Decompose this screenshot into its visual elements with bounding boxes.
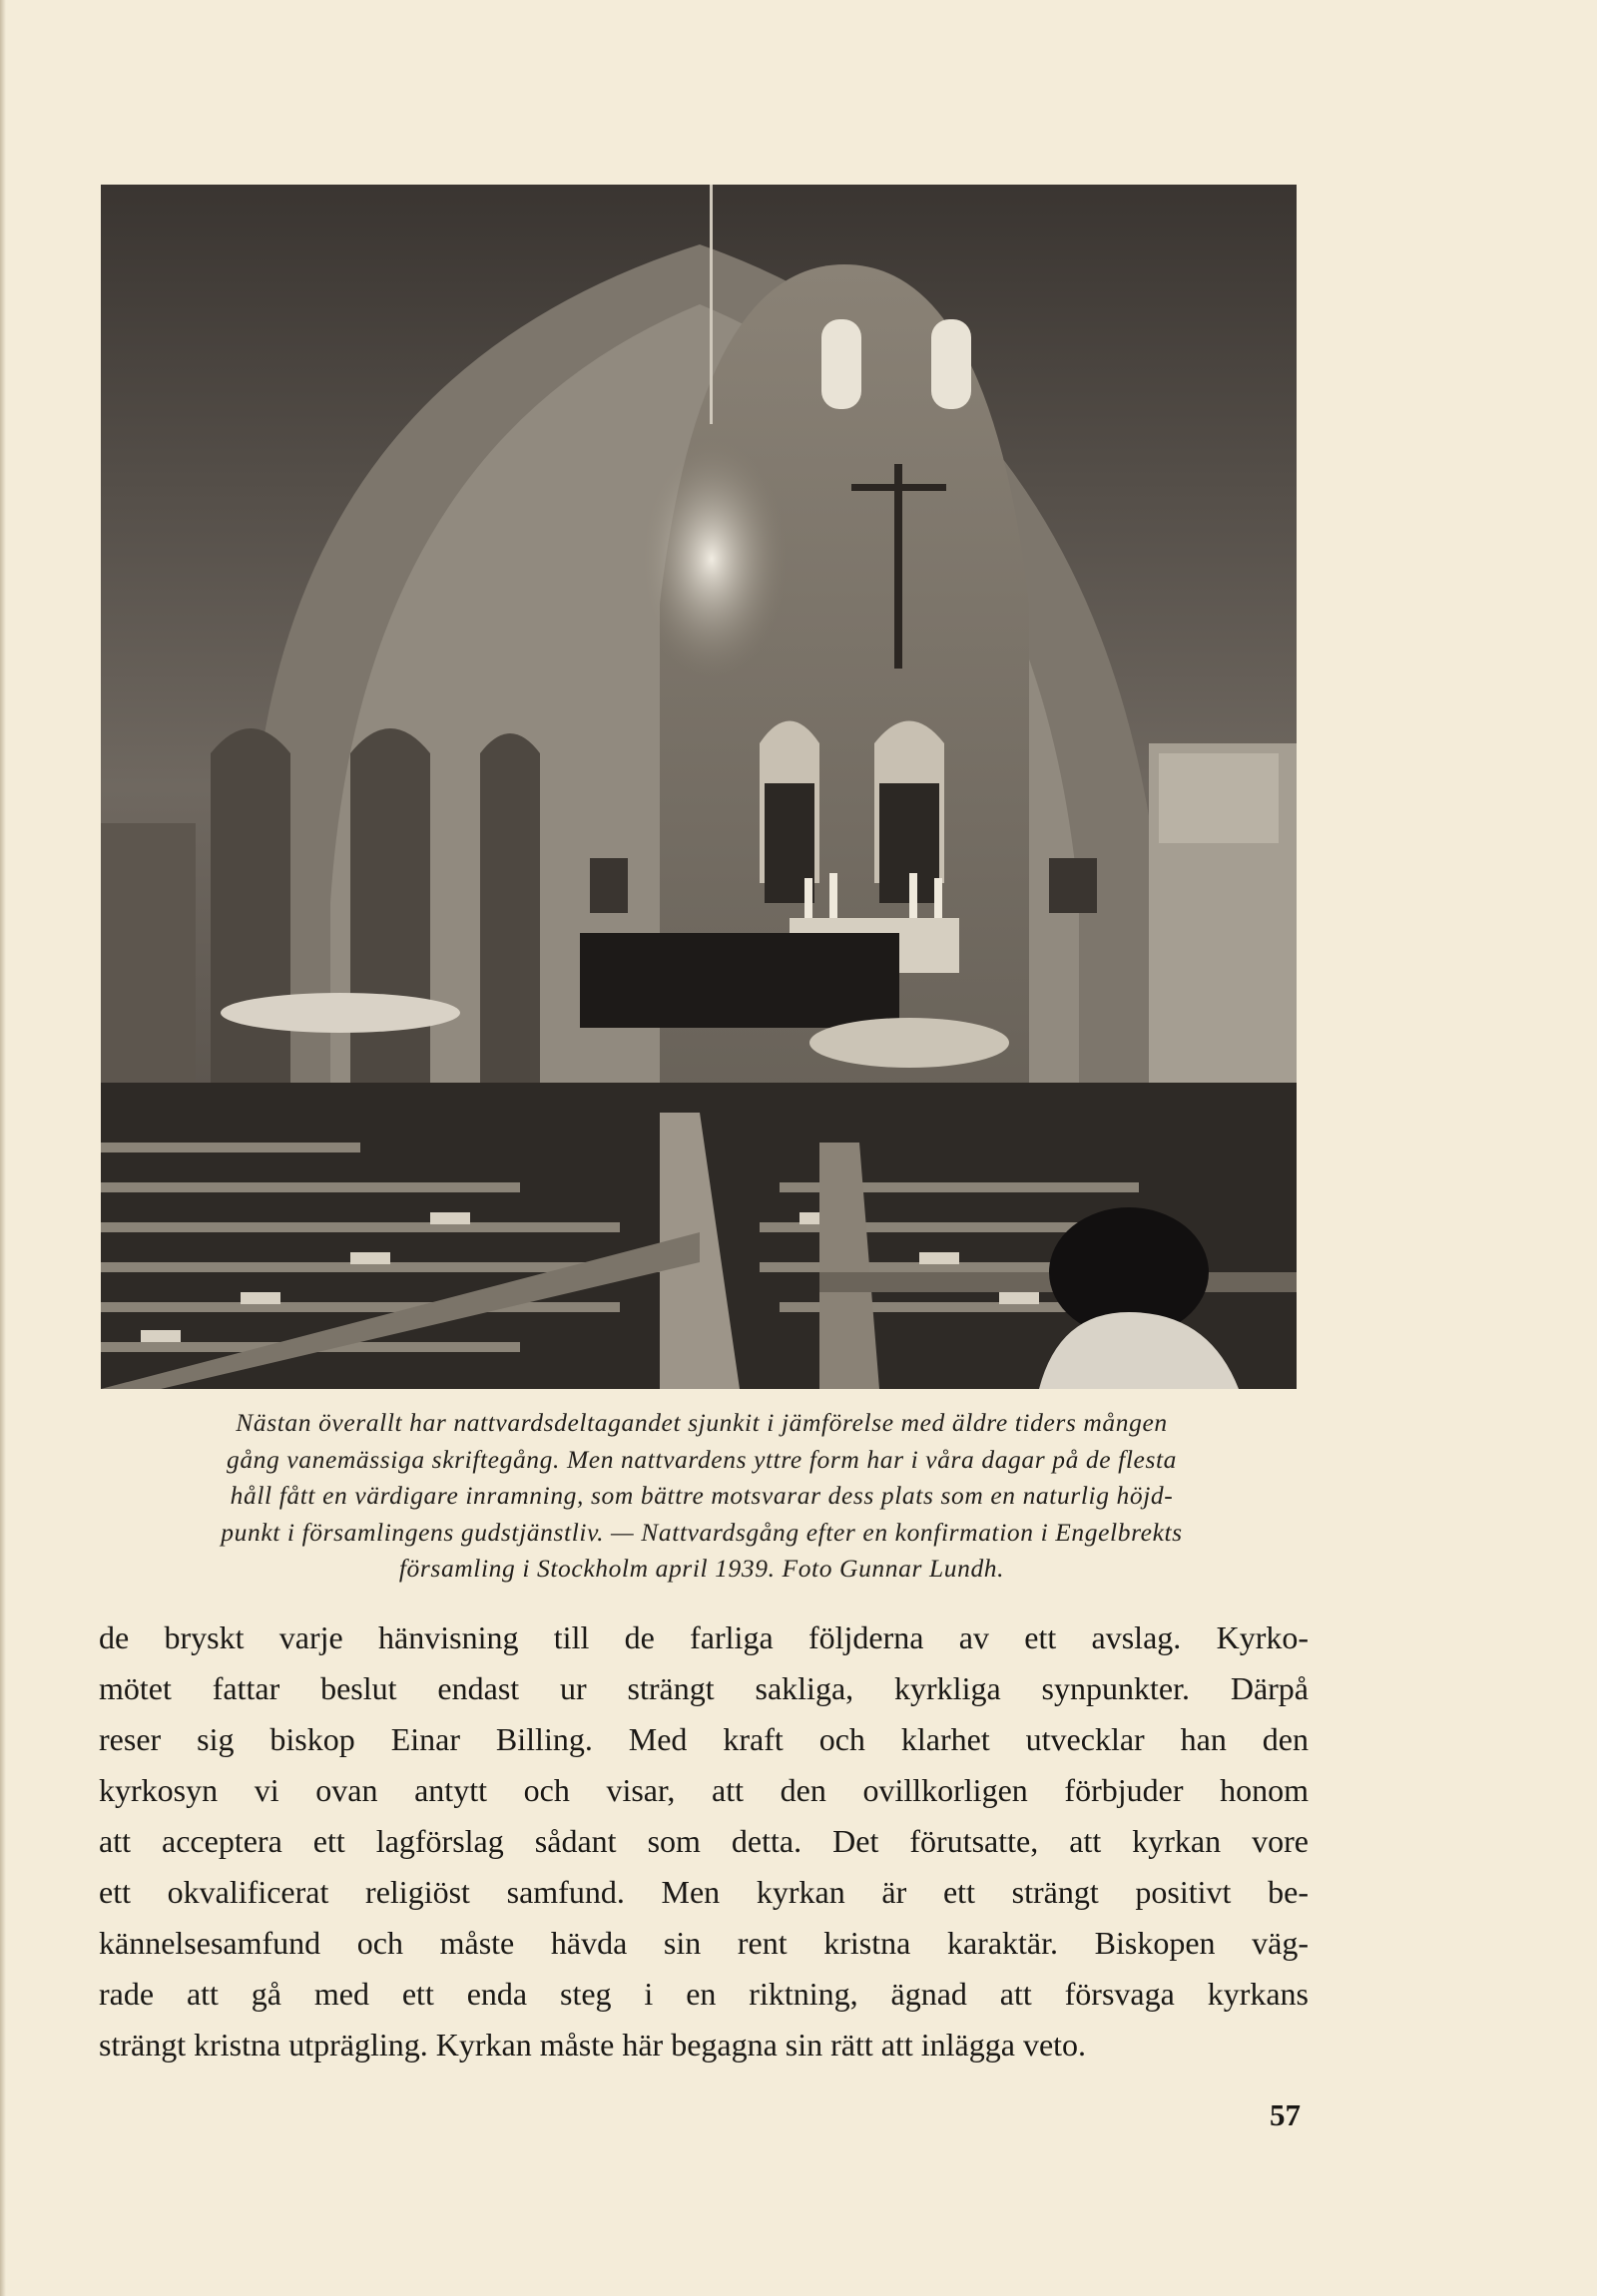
body-line: kyrkosyn vi ovan antytt och visar, att den ovillkorligen förbjuder honom — [99, 1772, 1309, 1808]
page-edge — [0, 0, 6, 2296]
church-interior-photo-icon — [101, 185, 1297, 1389]
body-line: de bryskt varje hänvisning till de farliga följderna av ett avslag. Kyrko- — [99, 1619, 1309, 1655]
body-line: reser sig biskop Einar Billing. Med kraft och klarhet utvecklar han den — [99, 1721, 1309, 1757]
page-number: 57 — [1270, 2097, 1301, 2132]
photo-caption — [96, 1405, 1308, 1588]
body-line: mötet fattar beslut endast ur strängt sakliga, kyrkliga synpunkter. Därpå — [99, 1670, 1309, 1706]
caption-line: gång vanemässiga skriftegång. Men nattvardens yttre form har i våra dagar på de flesta — [226, 1444, 1178, 1474]
body-line: kännelsesamfund och måste hävda sin rent kristna karaktär. Biskopen väg- — [99, 1925, 1309, 1961]
body-line: rade att gå med ett enda steg i en riktning, ägnad att försvaga kyrkans — [99, 1976, 1309, 2012]
caption-line: punkt i församlingens gudstjänstliv. — Nattvardsgång efter en konfirmation i Engelbrekts — [221, 1517, 1183, 1547]
body-paragraph — [99, 1612, 1309, 2070]
caption-line: håll fått en värdigare inramning, som bättre motsvarar dess plats som en naturlig höjd- — [230, 1481, 1174, 1510]
caption-line: Nästan överallt har nattvardsdeltagandet sjunkit i jämförelse med äldre tiders mången — [236, 1408, 1168, 1437]
caption-line: församling i Stockholm april 1939. Foto Gunnar Lundh. — [398, 1554, 1005, 1583]
body-line: ett okvalificerat religiöst samfund. Men kyrkan är ett strängt positivt be- — [99, 1874, 1309, 1910]
body-line: strängt kristna utprägling. Kyrkan måste här begagna sin rätt att inlägga veto. — [99, 2027, 1087, 2063]
church-interior-photo — [101, 185, 1297, 1389]
body-line: att acceptera ett lagförslag sådant som detta. Det förutsatte, att kyrkan vore — [99, 1823, 1309, 1859]
